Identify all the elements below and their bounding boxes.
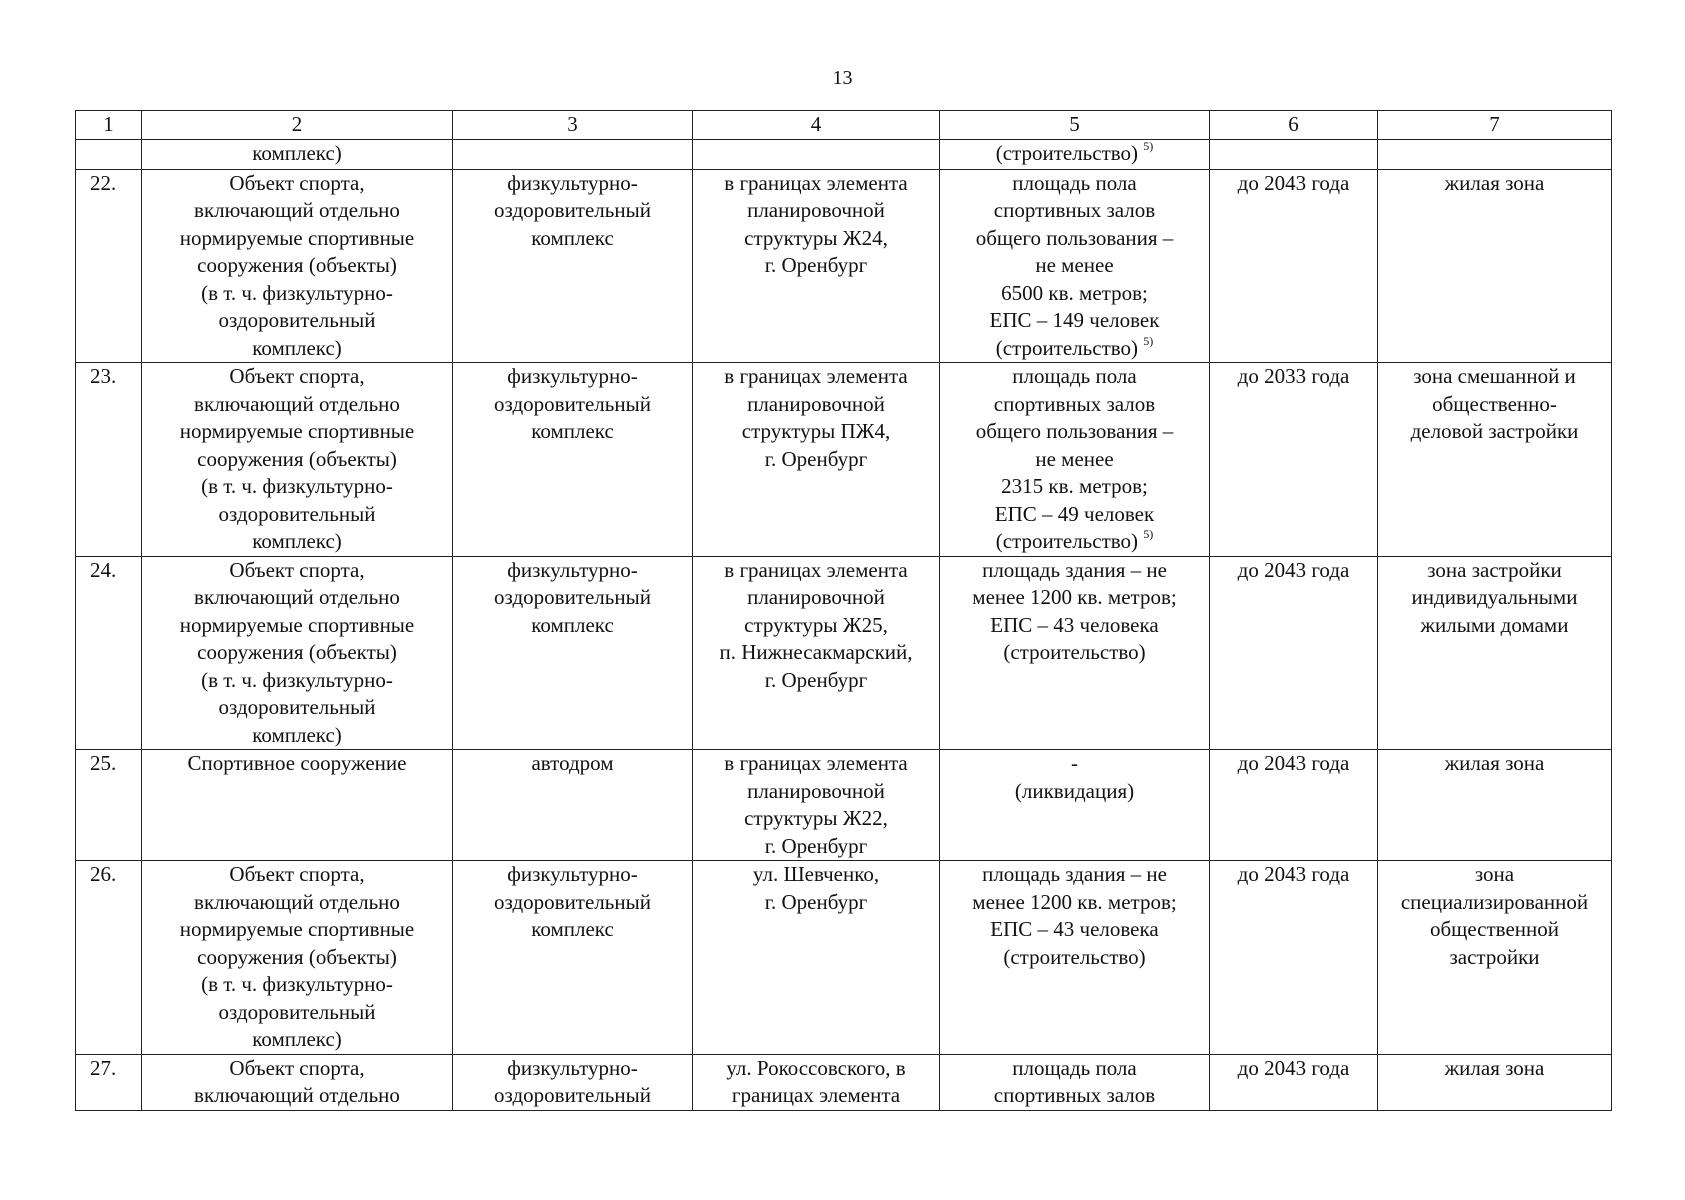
header-cell-5: 5 — [940, 111, 1210, 140]
row-zone: зона специализированной общественной застройки — [1378, 861, 1612, 1055]
row-zone: жилая зона — [1378, 1054, 1612, 1110]
table-row — [76, 556, 1612, 750]
row-object-type: физкультурно- оздоровительный комплекс — [453, 363, 693, 557]
row-parameters — [940, 169, 1210, 363]
row-object-name: Объект спорта, включающий отдельно нормируемые спортивные сооружения (объекты) (в т. ч. физкультурно- оздоровительный комплекс) — [142, 556, 453, 750]
header-cell-7: 7 — [1378, 111, 1612, 140]
row-number: 27. — [76, 1054, 142, 1110]
row-parameters-text: - (ликвидация) — [1014, 751, 1135, 803]
footnote-ref: 5) — [1143, 527, 1154, 541]
table-row — [76, 750, 1612, 861]
continuation-name: комплекс) — [142, 139, 453, 169]
row-object-name: Спортивное сооружение — [142, 750, 453, 861]
row-object-type: физкультурно- оздоровительный комплекс — [453, 556, 693, 750]
page-number: 13 — [832, 67, 853, 89]
table-row — [76, 861, 1612, 1055]
row-parameters — [940, 750, 1210, 861]
row-parameters-text: площадь здания – не менее 1200 кв. метров; ЕПС – 43 человека (строительство) — [972, 862, 1177, 969]
row-parameters — [940, 556, 1210, 750]
row-object-name: Объект спорта, включающий отдельно нормируемые спортивные сооружения (объекты) (в т. ч. физкультурно- оздоровительный комплекс) — [142, 169, 453, 363]
row-number: 25. — [76, 750, 142, 861]
row-object-type: физкультурно- оздоровительный комплекс — [453, 169, 693, 363]
row-location: в границах элемента планировочной структуры ПЖ4, г. Оренбург — [693, 363, 940, 557]
row-object-name: Объект спорта, включающий отдельно нормируемые спортивные сооружения (объекты) (в т. ч. физкультурно- оздоровительный комплекс) — [142, 363, 453, 557]
footnote-ref: 5) — [1143, 138, 1154, 153]
row-number: 24. — [76, 556, 142, 750]
row-parameters-text: площадь пола спортивных залов общего пользования – не менее 2315 кв. метров; ЕПС – 49 человек (строительство) — [975, 364, 1174, 553]
header-cell-6: 6 — [1210, 111, 1378, 140]
row-location: в границах элемента планировочной структуры Ж24, г. Оренбург — [693, 169, 940, 363]
continuation-type — [453, 139, 693, 169]
row-object-type: физкультурно- оздоровительный — [453, 1054, 693, 1110]
row-parameters-text: площадь пола спортивных залов — [993, 1055, 1156, 1107]
row-parameters — [940, 363, 1210, 557]
table-header-row — [76, 111, 1612, 140]
header-cell-1: 1 — [76, 111, 142, 140]
continuation-params-text: (строительство) — [995, 140, 1139, 165]
row-number: 22. — [76, 169, 142, 363]
row-term: до 2043 года — [1210, 750, 1378, 861]
header-cell-2: 2 — [142, 111, 453, 140]
row-location: ул. Шевченко, г. Оренбург — [693, 861, 940, 1055]
row-zone: жилая зона — [1378, 750, 1612, 861]
row-object-type: автодром — [453, 750, 693, 861]
continuation-zone — [1378, 139, 1612, 169]
footnote-ref: 5) — [1143, 333, 1154, 348]
row-term: до 2043 года — [1210, 1054, 1378, 1110]
continuation-location — [693, 139, 940, 169]
row-parameters-text: площадь пола спортивных залов общего пользования – не менее 6500 кв. метров; ЕПС – 149 человек (строительство) — [975, 170, 1174, 360]
row-term: до 2043 года — [1210, 169, 1378, 363]
table-row — [76, 1054, 1612, 1110]
row-parameters — [940, 1054, 1210, 1110]
row-zone: жилая зона — [1378, 169, 1612, 363]
header-cell-4: 4 — [693, 111, 940, 140]
row-term: до 2033 года — [1210, 363, 1378, 557]
row-number: 23. — [76, 363, 142, 557]
data-table — [75, 110, 1612, 1111]
row-object-name: Объект спорта, включающий отдельно нормируемые спортивные сооружения (объекты) (в т. ч. физкультурно- оздоровительный комплекс) — [142, 861, 453, 1055]
row-location: в границах элемента планировочной структуры Ж25, п. Нижнесакмарский, г. Оренбург — [693, 556, 940, 750]
continuation-term — [1210, 139, 1378, 169]
header-cell-3: 3 — [453, 111, 693, 140]
row-object-name: Объект спорта, включающий отдельно — [142, 1054, 453, 1110]
row-parameters-text: площадь здания – не менее 1200 кв. метров; ЕПС – 43 человека (строительство) — [972, 557, 1177, 664]
continuation-num — [76, 139, 142, 169]
continuation-params — [940, 139, 1210, 169]
row-term: до 2043 года — [1210, 861, 1378, 1055]
row-parameters — [940, 861, 1210, 1055]
row-zone: зона застройки индивидуальными жилыми домами — [1378, 556, 1612, 750]
row-zone: зона смешанной и общественно- деловой застройки — [1378, 363, 1612, 557]
table-row — [76, 169, 1612, 363]
row-object-type: физкультурно- оздоровительный комплекс — [453, 861, 693, 1055]
table-row — [76, 363, 1612, 557]
row-location: в границах элемента планировочной структуры Ж22, г. Оренбург — [693, 750, 940, 861]
row-term: до 2043 года — [1210, 556, 1378, 750]
row-location: ул. Рокоссовского, в границах элемента — [693, 1054, 940, 1110]
row-number: 26. — [76, 861, 142, 1055]
continuation-row — [76, 139, 1612, 169]
